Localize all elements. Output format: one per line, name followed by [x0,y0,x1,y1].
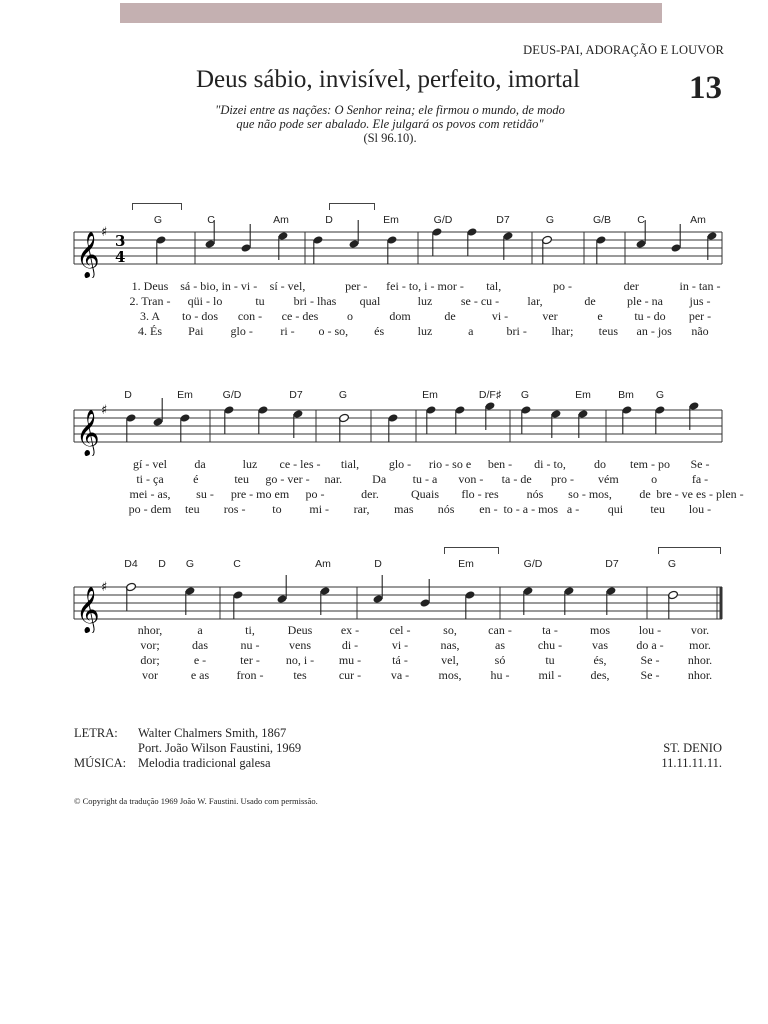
lyric-syllable: ros - [223,502,246,516]
lyric-syllable: da [194,457,206,471]
lyric-syllable: so, [443,623,457,637]
chord-symbol: G/D [222,389,242,401]
lyric-syllable: as [495,638,505,652]
chord-symbol: Em [177,389,193,401]
lyric-syllable: gí - vel [133,457,167,471]
lyric-syllable: ta - [542,623,558,637]
music-note [125,582,136,611]
musica-label: MÚSICA: [74,756,127,770]
chord-symbol: G [153,214,163,226]
chord-symbol: Am [315,558,331,570]
chord-symbol: G/B [592,214,612,226]
chord-symbol: Em [458,558,474,570]
time-signature: 3 [115,232,126,250]
lyric-syllable: bre - ve es - plen - [656,487,744,501]
lyric-syllable: qüi - lo [187,294,223,308]
lyric-syllable: cel - [389,623,411,637]
music-note [387,413,398,442]
music-note [541,235,552,264]
key-signature-sharp-icon: ♯ [101,225,108,240]
hymn-category: DEUS-PAI, ADORAÇÃO E LOUVOR [523,43,724,57]
music-note [654,405,665,434]
lyric-syllable: nós [437,502,455,516]
lyric-syllable: nhor, [137,623,163,637]
music-note [431,227,442,256]
lyric-syllable: ri - [280,324,295,338]
lyric-syllable: nar. [324,472,343,486]
music-note [635,220,646,249]
lyric-syllable: po - [305,487,325,501]
music-note [466,227,477,256]
lyric-syllable: sá - bio, in - vi - [180,279,258,293]
lyric-syllable: a - [566,502,580,516]
lyric-syllable: no, i - [285,653,315,667]
hymn-number: 13 [689,70,722,106]
lyric-syllable: per - [345,279,368,293]
lyric-syllable: ex - [340,623,360,637]
lyric-syllable: fei - to, i - mor - [386,279,464,293]
letra-author: Walter Chalmers Smith, 1867 [138,726,287,740]
music-note [312,235,323,264]
lyric-syllable: fron - [236,668,264,682]
lyric-syllable: Se - [640,668,660,682]
chord-symbol: Em [383,214,399,226]
treble-clef-icon: 𝄞 [76,410,100,456]
letra-translator: Port. João Wilson Faustini, 1969 [138,741,302,755]
musica-source: Melodia tradicional galesa [138,756,271,770]
lyric-syllable: pro - [551,472,574,486]
lyric-syllable: ter - [240,653,260,667]
music-staff [0,396,768,456]
copyright-notice: © Copyright da tradução 1969 João W. Faustini. Usado com permissão. [74,796,318,806]
lyric-syllable: dor; [140,653,160,667]
chord-symbol: G [545,214,555,226]
lyric-syllable: chu - [537,638,563,652]
lyric-syllable: mas [394,502,414,516]
epigraph-reference: (Sl 96.10). [363,131,417,145]
music-staff [0,218,768,278]
music-note [595,235,606,264]
lyric-syllable: vor; [140,638,160,652]
lyric-syllable: bri - lhas [293,294,337,308]
lyric-syllable: e - [193,653,207,667]
lyric-syllable: dom [389,309,411,323]
lyric-syllable: flo - res [461,487,499,501]
lyric-syllable: luz [417,294,433,308]
chord-symbol: G/D [523,558,543,570]
lyric-syllable: ce - des [281,309,319,323]
lyric-syllable: 2. Tran - [129,294,171,308]
lyric-syllable: ti, [245,623,255,637]
lyric-syllable: lar, [527,294,543,308]
lyric-syllable: a [197,623,203,637]
repeat-bracket [444,547,499,554]
lyric-syllable: vens [289,638,311,652]
lyric-syllable: tu - a [412,472,438,486]
chord-symbol: C [233,558,241,570]
lyric-syllable: pre - mo em [230,487,290,501]
lyric-syllable: der [623,279,639,293]
lyric-syllable: mos [589,623,611,637]
lyric-syllable: su - [196,487,214,501]
chord-symbol: G [185,558,195,570]
chord-symbol: D7 [605,558,619,570]
lyric-syllable: Da [372,472,387,486]
lyric-syllable: bri - [506,324,527,338]
lyric-syllable: vém [597,472,619,486]
lyric-syllable: glo - [388,457,412,471]
chord-symbol: Am [273,214,289,226]
lyric-syllable: 4. És [138,324,162,338]
music-note [179,413,190,442]
music-note [223,405,234,434]
chord-symbol: C [207,214,215,226]
lyric-syllable: lou - [638,623,662,637]
music-note [667,590,678,619]
lyric-syllable: tu - do [634,309,666,323]
chord-symbol: G [520,389,530,401]
lyric-syllable: mor. [689,638,711,652]
lyric-syllable: de [639,487,651,501]
tune-meter: 11.11.11.11. [661,756,722,770]
lyric-syllable: ti - ça [136,472,164,486]
top-color-bar [120,3,662,23]
lyric-syllable: per - [688,309,712,323]
chord-symbol: D/F♯ [478,389,502,401]
lyric-syllable: luz [417,324,433,338]
lyric-syllable: cur - [338,668,362,682]
lyric-syllable: nu - [240,638,260,652]
chord-symbol: G [338,389,348,401]
chord-symbol: D [325,214,333,226]
music-note [125,413,136,442]
lyric-syllable: do a - [636,638,664,652]
treble-clef-icon: 𝄞 [76,587,100,633]
lyric-syllable: nós [526,487,544,501]
lyric-syllable: fa - [691,472,709,486]
chord-symbol: D7 [496,214,510,226]
music-note [520,405,531,434]
music-note [276,575,287,604]
chord-symbol: G [667,558,677,570]
lyric-syllable: tem - po [630,457,670,471]
chord-symbol: Am [690,214,706,226]
lyric-syllable: vi - [491,309,509,323]
lyric-syllable: nhor. [687,653,713,667]
lyric-syllable: se - cu - [460,294,500,308]
lyric-syllable: é [193,472,199,486]
music-note [155,235,166,264]
lyric-syllable: der. [361,487,379,501]
lyric-syllable: mei - as, [129,487,171,501]
time-signature: 4 [115,248,126,266]
music-note [454,405,465,434]
lyric-syllable: nhor. [687,668,713,682]
hymn-title: Deus sábio, invisível, perfeito, imortal [196,66,580,93]
lyric-syllable: in - tan - [679,279,721,293]
lyric-syllable: só [494,653,506,667]
music-note [372,575,383,604]
lyric-syllable: tu [545,653,555,667]
lyric-syllable: glo - [230,324,253,338]
tune-name: ST. DENIO [663,741,722,755]
lyric-syllable: ce - les - [279,457,321,471]
repeat-bracket [329,203,375,210]
chord-symbol: D4 [124,558,138,570]
music-note [464,590,475,619]
lyric-syllable: va - [390,668,410,682]
lyric-syllable: to - a - mos [503,502,559,516]
lyric-syllable: o - so, [318,324,349,338]
chord-symbol: D [374,558,382,570]
music-note [386,235,397,264]
chord-symbol: D7 [289,389,303,401]
lyric-syllable: tá - [392,653,408,667]
music-note [621,405,632,434]
lyric-syllable: e [597,309,603,323]
lyric-syllable: vor [142,668,158,682]
lyric-syllable: de [584,294,596,308]
epigraph [190,103,590,145]
lyric-syllable: teus [598,324,618,338]
lyric-syllable: vel, [441,653,459,667]
music-note [425,405,436,434]
lyric-syllable: to [272,502,282,516]
lyric-syllable: qui [607,502,624,516]
lyric-syllable: nas, [440,638,460,652]
lyric-syllable: 3. A [139,309,161,323]
lyric-syllable: Deus [287,623,313,637]
lyric-syllable: luz [242,457,258,471]
lyric-syllable: di - to, [534,457,566,471]
lyric-syllable: mos, [438,668,462,682]
lyric-syllable: és, [593,653,607,667]
chord-symbol: Em [575,389,591,401]
music-note [152,398,163,427]
chord-symbol: C [637,214,645,226]
lyric-syllable: so - mos, [568,487,612,501]
music-note [348,220,359,249]
lyric-syllable: o [651,472,658,486]
chord-symbol: G/D [433,214,453,226]
lyric-syllable: teu [650,502,666,516]
lyric-syllable: go - ver - [265,472,310,486]
lyric-syllable: a [468,324,474,338]
lyric-syllable: teu [234,472,249,486]
lyric-syllable: di - [341,638,359,652]
lyric-syllable: teu [184,502,200,516]
lyric-syllable: an - jos [636,324,672,338]
lyric-syllable: rar, [353,502,370,516]
lyric-syllable: 1. Deus [131,279,169,293]
music-note [338,413,349,442]
lyric-syllable: tu [255,294,265,308]
epigraph-line: "Dizei entre as nações: O Senhor reina; ele firmou o mundo, de modo [215,103,565,117]
lyric-syllable: con - [237,309,263,323]
chord-symbol: D [158,558,166,570]
lyric-syllable: Quais [411,487,439,501]
lyric-syllable: não [691,324,709,338]
music-note [257,405,268,434]
lyric-syllable: vor. [690,623,710,637]
chord-symbol: D [124,389,132,401]
chord-symbol: Em [422,389,438,401]
lyric-syllable: des, [590,668,610,682]
music-note [419,579,430,608]
lyric-syllable: ple - na [627,294,663,308]
lyric-syllable: to - dos [182,309,218,323]
epigraph-line: que não pode ser abalado. Ele julgará os povos com retidão" [236,117,544,131]
lyric-syllable: mu - [338,653,362,667]
lyric-syllable: vas [592,638,608,652]
lyric-syllable: ben - [487,457,513,471]
lyric-syllable: lou - [688,502,712,516]
lyric-syllable: qual [359,294,381,308]
tune-info [661,741,722,771]
music-note [204,220,215,249]
lyric-syllable: po - [553,279,572,293]
lyric-syllable: o [347,309,353,323]
lyric-syllable: Pai [188,324,204,338]
lyric-syllable: do [594,457,606,471]
key-signature-sharp-icon: ♯ [101,580,108,595]
lyric-syllable: tes [293,668,307,682]
letra-label: LETRA: [74,726,118,740]
lyric-syllable: mi - [309,502,330,516]
lyric-syllable: e as [190,668,210,682]
lyric-syllable: ver [542,309,558,323]
lyric-syllable: en - [479,502,498,516]
lyric-syllable: mil - [538,668,562,682]
music-note [232,590,243,619]
lyric-syllable: Se - [690,457,710,471]
lyric-syllable: és [374,324,385,338]
lyric-syllable: das [192,638,208,652]
music-note [240,224,251,253]
lyric-syllable: po - dem [128,502,172,516]
music-note [670,224,681,253]
lyric-syllable: de [444,309,456,323]
lyric-syllable: Se - [640,653,660,667]
lyric-syllable: von - [458,472,484,486]
lyric-syllable: tial, [340,457,360,471]
lyric-syllable: rio - so e [428,457,472,471]
lyric-syllable: can - [488,623,512,637]
repeat-bracket [132,203,182,210]
lyric-syllable: ta - de [501,472,532,486]
repeat-bracket [658,547,721,554]
credits [74,726,301,771]
treble-clef-icon: 𝄞 [76,232,100,278]
lyric-syllable: hu - [490,668,510,682]
key-signature-sharp-icon: ♯ [101,403,108,418]
chord-symbol: Bm [618,389,634,401]
lyric-syllable: vi - [391,638,409,652]
lyric-syllable: jus - [689,294,711,308]
lyric-syllable: tal, [486,279,502,293]
lyric-syllable: sí - vel, [269,279,306,293]
lyric-syllable: lhar; [551,324,574,338]
chord-symbol: G [655,389,665,401]
